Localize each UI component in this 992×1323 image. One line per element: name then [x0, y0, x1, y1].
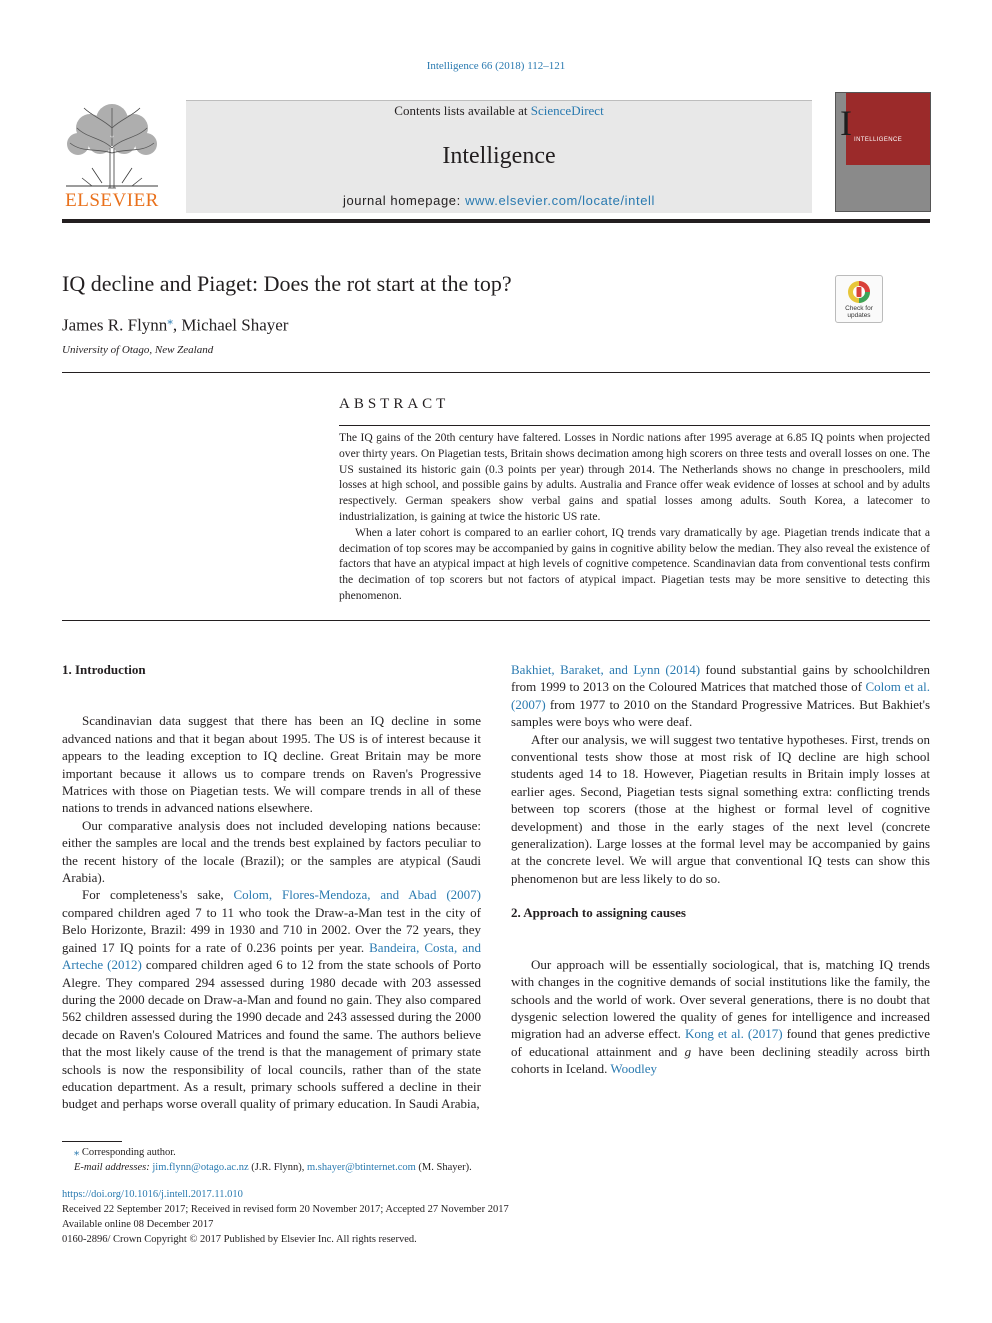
body-text: from 1977 to 2010 on the Standard Progressive Matrices. But Bakhiet's samples were boys who were deaf.: [511, 696, 930, 730]
journal-cover-image[interactable]: [835, 92, 931, 212]
author-list: [62, 314, 288, 336]
paper-title: IQ decline and Piaget: Does the rot start at the top?: [62, 271, 512, 296]
body-paragraph: [511, 956, 930, 1078]
citation-link[interactable]: Kong et al. (2017): [684, 1026, 783, 1042]
abstract-body: [339, 430, 930, 604]
footnotes: [62, 1145, 930, 1175]
abstract-paragraph: When a later cohort is compared to an earlier cohort, IQ trends vary dramatically by age. Piagetian trends indicate that a decimation of top scores may be accompanied by gains in cognitive ability below the median. They also reveal the existence of factors that have an atypical impact at high levels of cognitive competence. Scandinavian data from conventional tests confirm the decimation of top scorers but not factors of atypical impact. Piagetian tests may be more sensitive to detecting this phenomenon.: [339, 525, 930, 602]
email-owner: (M. Shayer).: [415, 1162, 472, 1173]
affiliation: University of Otago, New Zealand: [62, 344, 214, 356]
body-text: have been declining steadily across birth cohorts in Iceland.: [511, 1043, 930, 1077]
body-text: found substantial gains by schoolchildren from 1999 to 2013 on the Coloured Matrices that matched those of: [511, 662, 930, 695]
author-separator: ,: [172, 315, 182, 335]
body-text: compared children aged 6 to 12 from the state schools of Porto Alegre. They compared 294 assessed during 1980 decade with 203 assessed during the 2000 decade on Draw-a-Man and found no gain. They also compared 562 children assessed during the 1990 decade and 243 assessed during the 2000 decade on Raven's Coloured Matrices and found the same. The authors believe that the most likely cause of the trend is that the management of primary state schools is now the responsibility of local councils, rather than of the state education department. As a result, primary schools suffered a decline in their budget and perhaps worse overall quality of primary education. In Saudi Arabia,: [62, 957, 481, 1112]
email-link-shayer[interactable]: m.shayer@btinternet.com: [306, 1162, 416, 1173]
homepage-line: [186, 193, 812, 208]
title-divider: [62, 372, 930, 373]
copyright-line: 0160-2896/ Crown Copyright © 2017 Published by Elsevier Inc. All rights reserved.: [62, 1234, 417, 1245]
body-text: compared children aged 7 to 11 who took the Draw-a-Man test in the city of Belo Horizonte, Brazil: 499 in 1930 and 710 in 2002. Over the 72 years, they gained 17 IQ points for a rate of 0.236 points per year.: [62, 904, 481, 955]
citation-link[interactable]: Colom et al. (2007): [511, 679, 930, 712]
elsevier-wordmark: ELSEVIER: [65, 190, 159, 211]
author-flynn[interactable]: James R. Flynn: [62, 315, 168, 335]
body-paragraph: [62, 886, 481, 1112]
check-updates-label: Check for updates: [845, 305, 873, 319]
journal-header: [186, 100, 812, 213]
body-text: found that genes predictive of educational attainment and: [511, 1026, 931, 1059]
cover-letter: I: [840, 103, 852, 143]
contents-line: [186, 103, 812, 119]
online-date: Available online 08 December 2017: [62, 1219, 214, 1230]
body-paragraph: After our analysis, we will suggest two tentative hypotheses. First, trends on conventional tests show those at most risk of IQ decline are high school students aged 14 to 18. However, Piagetian results in Britain imply losses at earlier ages. Second, Piagetian tests signal something extra: conflicting trends between top scorers (those at the highest or formal level of cognitive development) and those in the early stages of the next level (concrete generalization). Large losses at the formal level may be accompanied by gains at the concrete level. We will argue that conventional IQ tests can show this phenomenon but are less likely to do so.: [511, 731, 930, 886]
abstract-heading: ABSTRACT: [339, 396, 450, 412]
sciencedirect-link[interactable]: ScienceDirect: [530, 103, 604, 118]
journal-citation[interactable]: Intelligence 66 (2018) 112–121: [426, 60, 566, 72]
body-column-left: [62, 661, 481, 1113]
check-for-updates-button[interactable]: [835, 275, 883, 323]
elsevier-logo[interactable]: [62, 98, 162, 212]
citation-link[interactable]: Bakhiet, Baraket, and Lynn (2014): [511, 662, 701, 677]
footnote-emails: [62, 1160, 930, 1175]
citation-link[interactable]: Woodley: [610, 1061, 658, 1077]
email-link-flynn[interactable]: jim.flynn@otago.ac.nz: [152, 1162, 249, 1173]
body-text: Our approach will be essentially sociological, that is, matching IQ trends with changes in the cognitive demands of social institutions like the family, the schools and the world of work. Over several generations, there is no doubt that dysgenic selection lowered the quality of genes for intelligence and increased migration had an adverse effect.: [511, 956, 930, 1042]
contents-prefix: Contents lists available at: [394, 103, 531, 118]
tree-icon: [62, 98, 162, 190]
abstract-paragraph: The IQ gains of the 20th century have faltered. Losses in Nordic nations after 1995 average at 6.85 IQ points when projected over thirty years. On Piagetian tests, Britain shows decimation among high scorers on three tests and overall losses on one. The US sustained its historic gain (0.3 points per year) through 2014. The Netherlands shows no change in preschoolers, mild losses at high school, and possible gains by adults. Australia and France offer weak evidence of losses at school and by adults respectively. German speakers show verbal gains and spatial losses among adults. South Korea, a latecomer to industrialization, is gaining at twice the historic US rate.: [339, 431, 930, 523]
footnote-divider: [62, 1141, 122, 1142]
section-heading-introduction: 1. Introduction: [62, 662, 146, 677]
email-label: E-mail addresses:: [74, 1162, 150, 1173]
section-heading-approach: 2. Approach to assigning causes: [511, 905, 686, 921]
body-paragraph-continued: [511, 661, 930, 731]
journal-name: Intelligence: [442, 143, 556, 169]
header-divider: [62, 219, 930, 223]
check-updates-icon: [847, 280, 871, 304]
citation-link[interactable]: Colom, Flores-Mendoza, and Abad (2007): [233, 887, 481, 903]
abstract-divider: [339, 425, 930, 426]
author-shayer[interactable]: Michael Shayer: [181, 315, 289, 335]
body-paragraph: Our comparative analysis does not included developing nations because: either the samples are local and the trends best explained by factors peculiar to the recent history of the locale (Brazil); or the samples are atypical (Saudi Arabia).: [62, 817, 481, 886]
footnote-text: Corresponding author.: [81, 1147, 176, 1158]
body-paragraph: Scandinavian data suggest that there has been an IQ decline in some advanced nations and that it began about 1995. The US is of interest because it appears to the leading exception to IQ decline. Great Britain may be more important because it allows us to compare trends on Raven's Progressive Matrices with those on Piagetian tests. We will compare trends in all of these nations to trends in advanced nations elsewhere.: [62, 713, 481, 816]
g-factor-symbol: g: [684, 1043, 692, 1059]
homepage-link[interactable]: www.elsevier.com/locate/intell: [465, 193, 656, 208]
homepage-prefix: journal homepage:: [342, 193, 466, 208]
email-owner: (J.R. Flynn),: [248, 1162, 307, 1173]
cover-red-band: [846, 93, 930, 165]
body-text: For completeness's sake,: [82, 887, 234, 903]
corresponding-author-marker[interactable]: ⁎: [167, 315, 173, 327]
received-dates: Received 22 September 2017; Received in revised form 20 November 2017; Accepted 27 November 2017: [62, 1204, 509, 1215]
footnote-marker: ⁎: [74, 1147, 80, 1158]
abstract-bottom-divider: [62, 620, 930, 621]
citation-link[interactable]: Bandeira, Costa, and Arteche (2012): [62, 939, 481, 973]
doi-link[interactable]: https://doi.org/10.1016/j.intell.2017.11.010: [62, 1189, 243, 1200]
body-column-right: [511, 661, 930, 1078]
article-info: [62, 1187, 930, 1247]
cover-title: INTELLIGENCE: [854, 137, 903, 143]
footnote-corresponding: [62, 1145, 930, 1160]
